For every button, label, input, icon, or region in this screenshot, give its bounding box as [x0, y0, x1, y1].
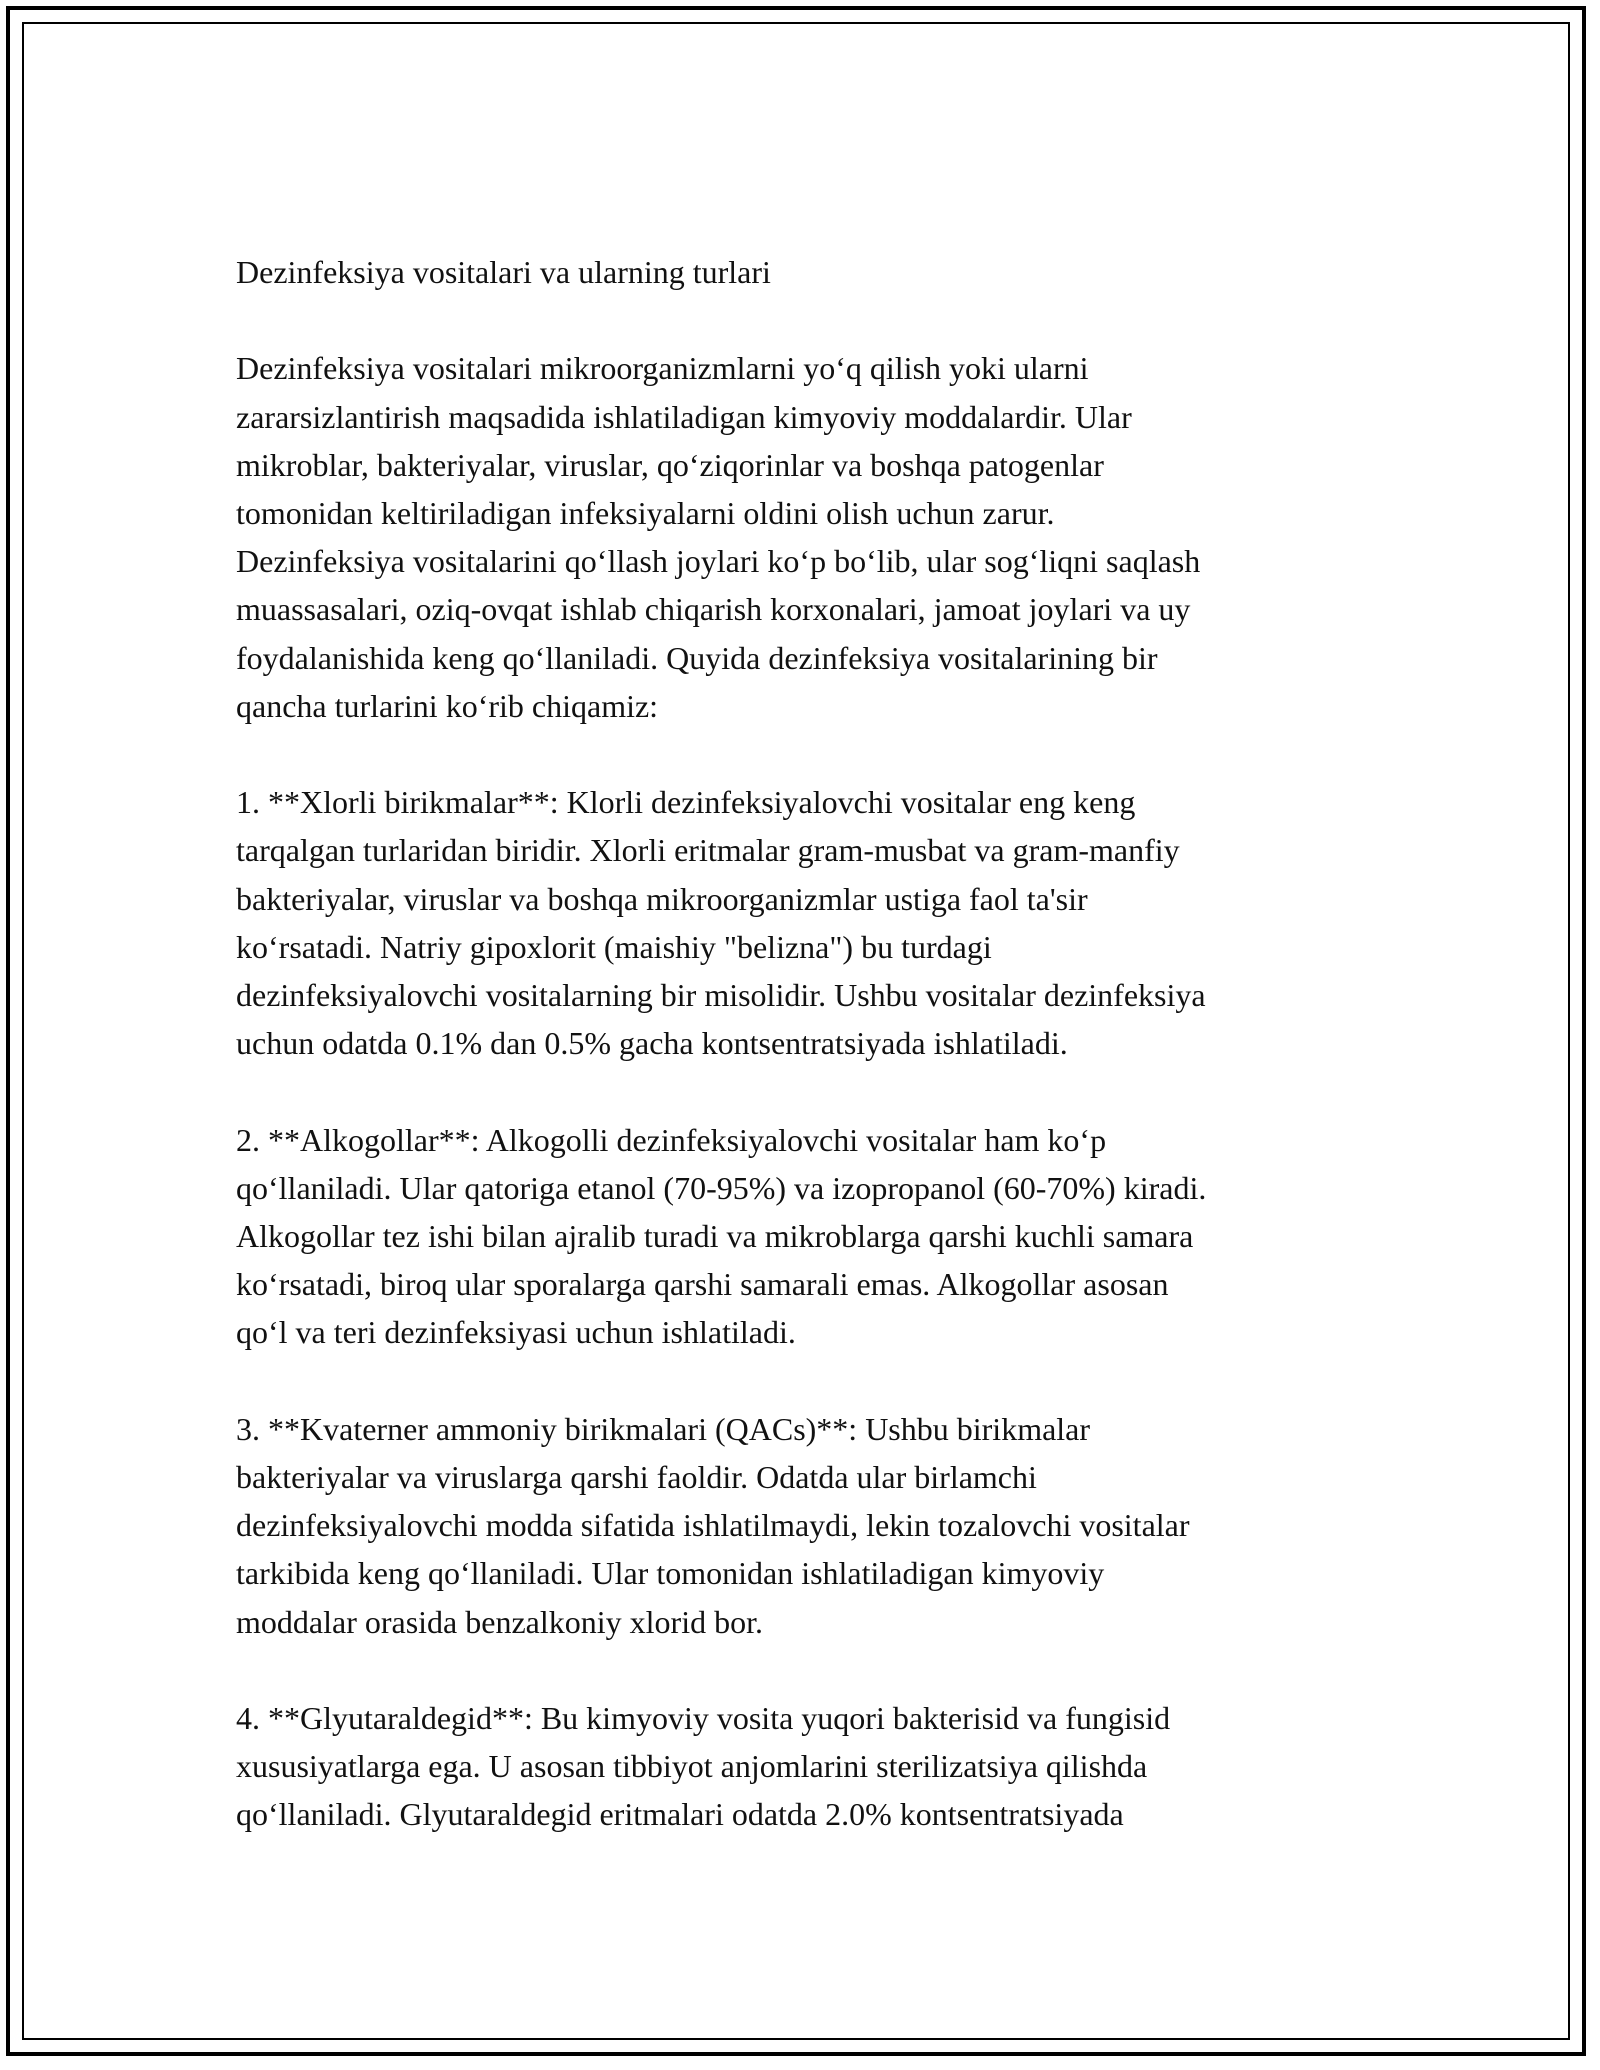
paragraph-line: muassasalari, oziq-ovqat ishlab chiqarish korxonalari, jamoat joylari va uy [236, 591, 1191, 628]
paragraph-line: tarqalgan turlaridan biridir. Xlorli eritmalar gram-musbat va gram-manfiy [236, 832, 1180, 869]
document-title: Dezinfeksiya vositalari va ularning turlari [236, 254, 771, 290]
paragraph-line: tarkibida keng qo‘llaniladi. Ular tomonidan ishlatiladigan kimyoviy [236, 1555, 1105, 1592]
paragraph-line: mikroblar, bakteriyalar, viruslar, qo‘ziqorinlar va boshqa patogenlar [236, 446, 1104, 483]
paragraph-line: tomonidan keltiriladigan infeksiyalarni oldini olish uchun zarur. [236, 495, 1055, 531]
list-item-alcohols [236, 1116, 1376, 1357]
paragraph-line: 4. **Glyutaraldegid**: Bu kimyoviy vosita yuqori bakterisid va fungisid [236, 1700, 1171, 1737]
paragraph-line: 1. **Xlorli birikmalar**: Klorli dezinfeksiyalovchi vositalar eng keng [236, 784, 1136, 821]
paragraph-gap [236, 730, 1376, 778]
paragraph-line: 2. **Alkogollar**: Alkogolli dezinfeksiyalovchi vositalar ham ko‘p [236, 1121, 1107, 1158]
paragraph-line: bakteriyalar va viruslarga qarshi faoldir. Odatda ular birlamchi [236, 1459, 1037, 1496]
paragraph-line: Alkogollar tez ishi bilan ajralib turadi va mikroblarga qarshi kuchli samara [236, 1218, 1194, 1255]
list-item-glutaraldehyde [236, 1694, 1376, 1839]
intro-paragraph [236, 344, 1376, 730]
paragraph-line: qancha turlarini ko‘rib chiqamiz: [236, 687, 659, 724]
paragraph-line: dezinfeksiyalovchi modda sifatida ishlatilmaydi, lekin tozalovchi vositalar [236, 1507, 1190, 1544]
paragraph-gap [236, 1067, 1376, 1115]
paragraph-line: zararsizlantirish maqsadida ishlatiladigan kimyoviy moddalardir. Ular [236, 398, 1132, 435]
paragraph-gap [236, 1357, 1376, 1405]
paragraph-line: qo‘llaniladi. Ular qatoriga etanol (70-95%) va izopropanol (60-70%) kiradi. [236, 1169, 1207, 1206]
list-item-chlorine [236, 778, 1376, 1067]
paragraph-line: ko‘rsatadi. Natriy gipoxlorit (maishiy "belizna") bu turdagi [236, 928, 992, 965]
paragraph-line: 3. **Kvaterner ammoniy birikmalari (QACs)**: Ushbu birikmalar [236, 1410, 1091, 1447]
paragraph-line: foydalanishida keng qo‘llaniladi. Quyida dezinfeksiya vositalarining bir [236, 639, 1158, 676]
paragraph-gap [236, 296, 1376, 344]
paragraph-line: dezinfeksiyalovchi vositalarning bir misolidir. Ushbu vositalar dezinfeksiya [236, 977, 1206, 1014]
paragraph-line: moddalar orasida benzalkoniy xlorid bor. [236, 1603, 763, 1640]
document-body [236, 248, 1376, 1839]
paragraph-line: Dezinfeksiya vositalari mikroorganizmlarni yo‘q qilish yoki ularni [236, 350, 1089, 387]
paragraph-gap [236, 1646, 1376, 1694]
paragraph-line: Dezinfeksiya vositalarini qo‘llash joylari ko‘p bo‘lib, ular sog‘liqni saqlash [236, 543, 1201, 580]
paragraph-line: ko‘rsatadi, biroq ular sporalarga qarshi samarali emas. Alkogollar asosan [236, 1266, 1169, 1303]
paragraph-line: uchun odatda 0.1% dan 0.5% gacha kontsentratsiyada ishlatiladi. [236, 1025, 1068, 1062]
list-item-qacs [236, 1405, 1376, 1646]
paragraph-line: qo‘llaniladi. Glyutaraldegid eritmalari odatda 2.0% kontsentratsiyada [236, 1796, 1124, 1833]
paragraph-line: bakteriyalar, viruslar va boshqa mikroorganizmlar ustiga faol ta'sir [236, 880, 1088, 917]
paragraph-line: xususiyatlarga ega. U asosan tibbiyot anjomlarini sterilizatsiya qilishda [236, 1748, 1148, 1785]
paragraph-line: qo‘l va teri dezinfeksiyasi uchun ishlatiladi. [236, 1314, 796, 1351]
